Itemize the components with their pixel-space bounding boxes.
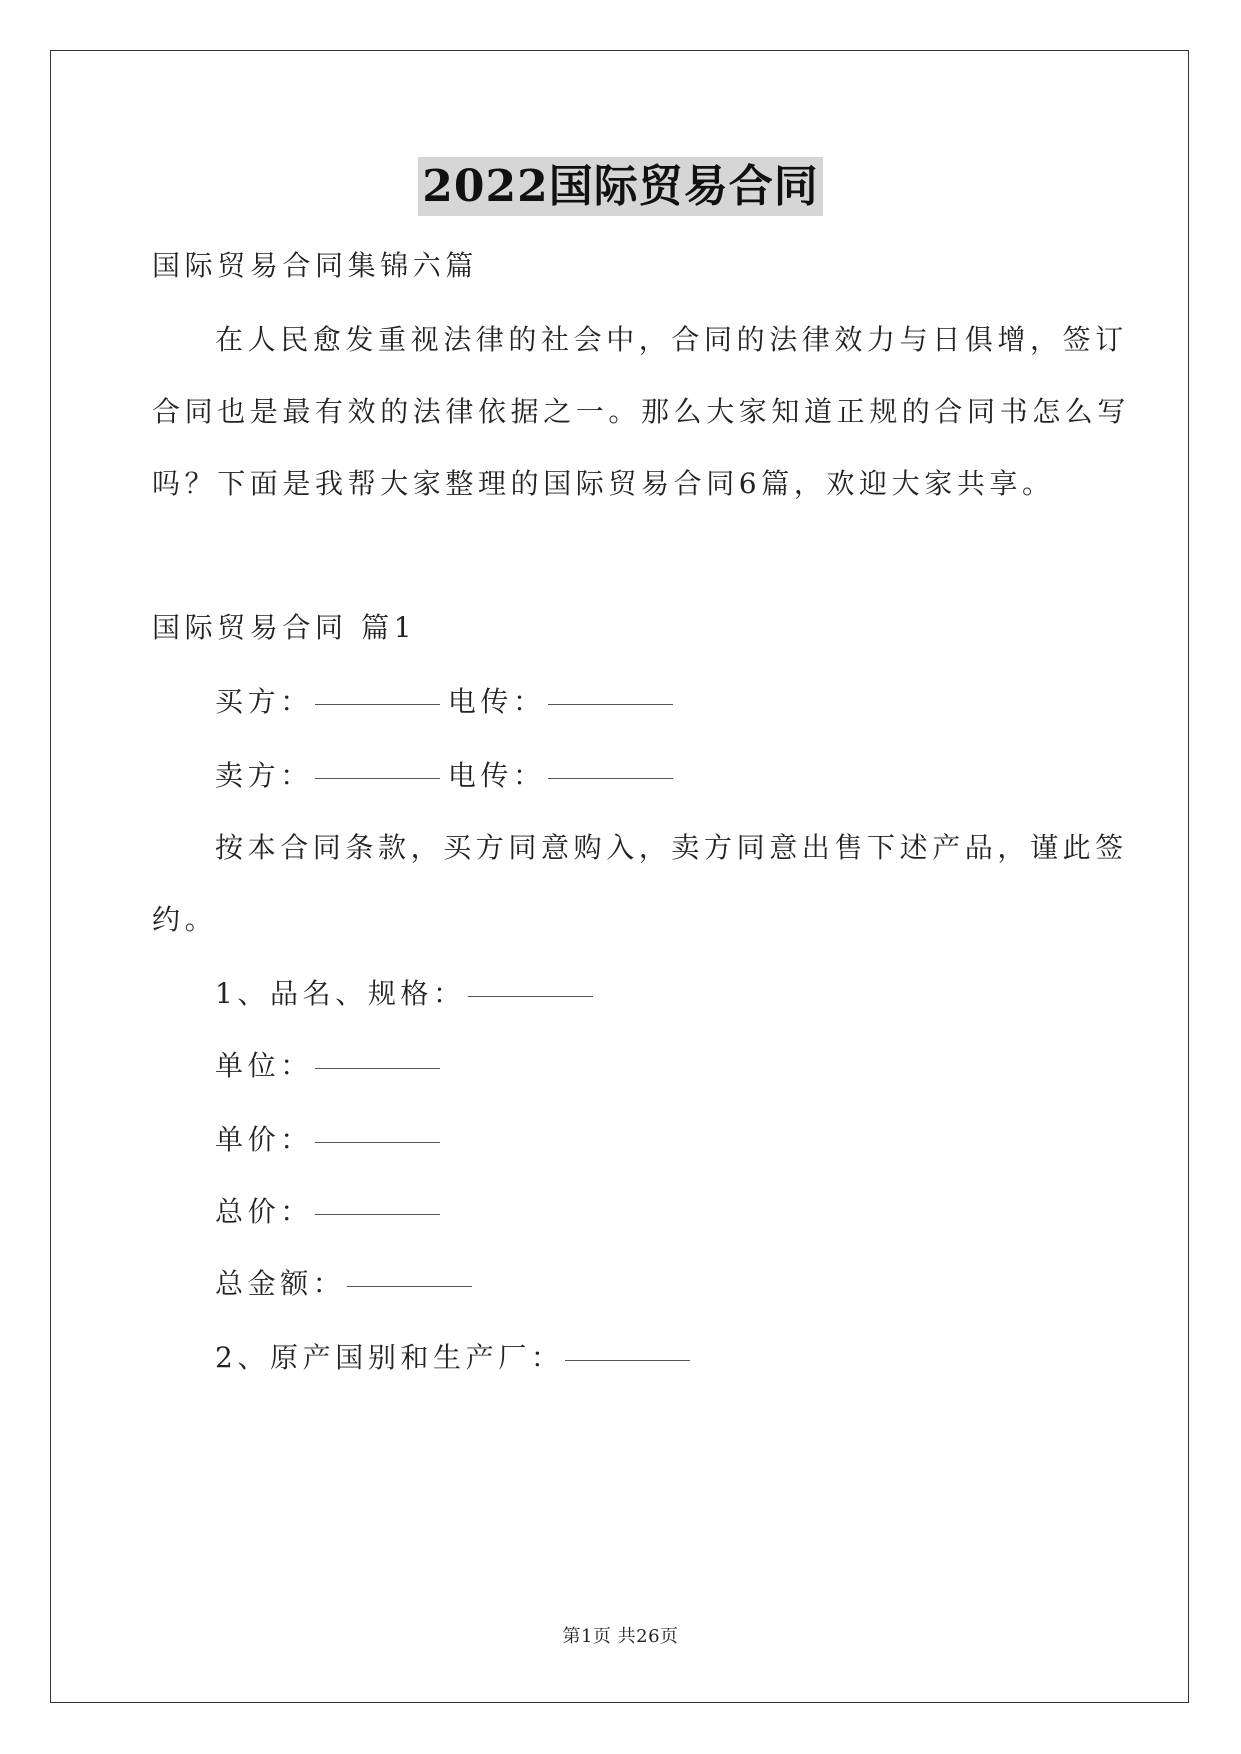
unit-label: 单位： [215, 1049, 313, 1082]
item2-row [215, 1336, 698, 1376]
seller-blank [315, 777, 440, 779]
total-price-blank [315, 1213, 440, 1215]
item2-blank [565, 1359, 690, 1361]
unit-price-blank [315, 1141, 440, 1143]
clause-line-1: 按本合同条款，买方同意购入，卖方同意出售下述产品，谨此签 [215, 831, 1128, 864]
total-price-row [215, 1190, 448, 1230]
buyer-fax-blank [548, 703, 673, 705]
document-title-wrap [0, 150, 1241, 214]
clause-line-2: 约。 [152, 903, 218, 936]
intro-line-1: 在人民愈发重视法律的社会中，合同的法律效力与日俱增，签订 [215, 323, 1128, 356]
total-amount-blank [347, 1285, 472, 1287]
buyer-fax-label: 电传： [447, 685, 546, 718]
document-title: 2022国际贸易合同 [418, 157, 822, 216]
buyer-blank [315, 703, 440, 705]
seller-row [215, 754, 681, 794]
page-border [50, 50, 1189, 1703]
item2-label: 2、原产国别和生产厂： [215, 1341, 564, 1374]
item1-blank [468, 995, 593, 997]
total-amount-row [215, 1262, 480, 1302]
item1-row [215, 972, 601, 1012]
unit-price-label: 单价： [215, 1123, 313, 1156]
item1-label: 1、品名、规格： [215, 977, 466, 1010]
unit-row [215, 1044, 448, 1084]
total-price-label: 总价： [215, 1195, 313, 1228]
section-heading: 国际贸易合同 篇1 [152, 611, 417, 644]
seller-fax-label: 电传： [447, 759, 546, 792]
unit-blank [315, 1067, 440, 1069]
seller-fax-blank [548, 777, 673, 779]
seller-label: 卖方： [215, 759, 313, 792]
page-footer: 第1页 共26页 [562, 1626, 679, 1647]
intro-line-2: 合同也是最有效的法律依据之一。那么大家知道正规的合同书怎么写 [152, 395, 1131, 428]
buyer-label: 买方： [215, 685, 313, 718]
total-amount-label: 总金额： [215, 1267, 346, 1300]
intro-line-3: 吗？下面是我帮大家整理的国际贸易合同6篇，欢迎大家共享。 [152, 467, 1055, 500]
subtitle: 国际贸易合同集锦六篇 [152, 249, 479, 282]
buyer-row [215, 680, 681, 720]
unit-price-row [215, 1118, 448, 1158]
